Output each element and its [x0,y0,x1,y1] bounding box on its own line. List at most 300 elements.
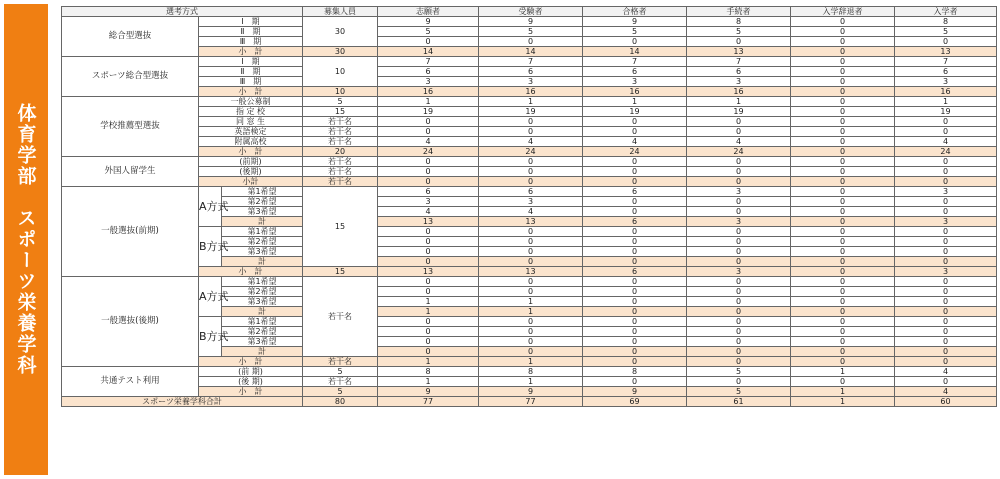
value-cell: 0 [479,167,583,177]
value-cell: 3 [687,77,791,87]
value-cell: 0 [479,257,583,267]
value-cell: 6 [479,67,583,77]
value-cell: 0 [791,267,895,277]
quota-cell: 80 [303,397,378,407]
value-cell: 24 [583,147,687,157]
value-cell: 0 [895,317,997,327]
value-cell: 16 [378,87,479,97]
subtotal-label: 小 計 [199,267,303,277]
value-cell: 0 [687,307,791,317]
category-label: スポーツ総合型選抜 [62,57,199,97]
value-cell: 3 [687,187,791,197]
value-cell: 24 [687,147,791,157]
subtotal-row [62,147,997,157]
department-banner [4,4,48,475]
value-cell: 19 [378,107,479,117]
subcategory-label: 同 窓 生 [199,117,303,127]
value-cell: 1 [378,297,479,307]
value-cell: 0 [791,107,895,117]
value-cell: 0 [895,127,997,137]
quota-cell: 30 [303,17,378,47]
value-cell: 0 [583,167,687,177]
subtotal-label: 小計 [199,177,303,187]
choice-label: 第1希望 [222,317,303,327]
category-label: 一般選抜(前期) [62,187,199,277]
value-cell: 0 [583,327,687,337]
value-cell: 16 [687,87,791,97]
table-row [62,37,997,47]
value-cell: 3 [895,187,997,197]
value-cell: 24 [479,147,583,157]
value-cell: 4 [895,387,997,397]
subtotal-row [62,387,997,397]
value-cell: 61 [687,397,791,407]
value-cell: 16 [583,87,687,97]
quota-cell: 5 [303,387,378,397]
value-cell: 0 [895,257,997,267]
value-cell: 0 [687,337,791,347]
value-cell: 0 [895,357,997,367]
header-examinees: 受験者 [479,7,583,17]
value-cell: 0 [479,127,583,137]
value-cell: 0 [378,227,479,237]
header-method: 選考方式 [62,7,303,17]
value-cell: 3 [378,197,479,207]
value-cell: 0 [687,167,791,177]
value-cell: 0 [895,197,997,207]
value-cell: 0 [378,317,479,327]
table-header-row [62,7,997,17]
value-cell: 0 [583,287,687,297]
subtotal-row [62,357,997,367]
b-method-label: B方式 [199,317,222,357]
value-cell: 0 [583,277,687,287]
value-cell: 0 [895,377,997,387]
value-cell: 24 [895,147,997,157]
table-row [62,167,997,177]
value-cell: 0 [378,247,479,257]
table-row [62,367,997,377]
value-cell: 5 [687,367,791,377]
value-cell: 5 [687,387,791,397]
table-row [62,17,997,27]
value-cell: 6 [479,187,583,197]
value-cell: 14 [479,47,583,57]
value-cell: 0 [791,147,895,157]
value-cell: 0 [378,157,479,167]
value-cell: 9 [378,17,479,27]
value-cell: 3 [895,77,997,87]
value-cell: 6 [583,217,687,227]
value-cell: 0 [479,287,583,297]
value-cell: 0 [895,227,997,237]
value-cell: 0 [687,357,791,367]
choice-label: 第3希望 [222,337,303,347]
value-cell: 1 [791,367,895,377]
value-cell: 0 [479,177,583,187]
value-cell: 0 [791,287,895,297]
header-passed: 合格者 [583,7,687,17]
value-cell: 0 [895,347,997,357]
value-cell: 0 [791,317,895,327]
value-cell: 0 [378,327,479,337]
value-cell: 0 [479,327,583,337]
b-method-label: B方式 [199,227,222,267]
header-quota: 募集人員 [303,7,378,17]
value-cell: 0 [479,347,583,357]
subtotal-label: 小 計 [199,387,303,397]
value-cell: 19 [583,107,687,117]
subcategory-label: Ⅲ 期 [199,77,303,87]
value-cell: 0 [791,37,895,47]
value-cell: 8 [895,17,997,27]
value-cell: 0 [895,37,997,47]
value-cell: 1 [378,357,479,367]
value-cell: 0 [479,117,583,127]
header-applicants: 志願者 [378,7,479,17]
table-row [62,27,997,37]
value-cell: 0 [791,227,895,237]
value-cell: 1 [378,307,479,317]
value-cell: 0 [479,227,583,237]
subcategory-label: Ⅲ 期 [199,37,303,47]
value-cell: 0 [687,37,791,47]
value-cell: 0 [791,337,895,347]
value-cell: 0 [378,177,479,187]
value-cell: 0 [583,337,687,347]
value-cell: 0 [895,247,997,257]
grand-total-row [62,397,997,407]
value-cell: 0 [583,237,687,247]
value-cell: 13 [895,47,997,57]
value-cell: 3 [895,267,997,277]
quota-cell: 5 [303,97,378,107]
value-cell: 0 [687,297,791,307]
value-cell: 0 [791,77,895,87]
value-cell: 0 [895,287,997,297]
admission-table-container [61,6,996,407]
subcategory-label: Ⅰ 期 [199,17,303,27]
table-row [62,157,997,167]
value-cell: 1 [895,97,997,107]
value-cell: 0 [687,177,791,187]
value-cell: 0 [583,317,687,327]
method-total-label: 計 [222,257,303,267]
table-row [62,97,997,107]
value-cell: 9 [583,387,687,397]
choice-label: 第3希望 [222,297,303,307]
value-cell: 16 [479,87,583,97]
value-cell: 0 [791,347,895,357]
value-cell: 4 [895,137,997,147]
choice-label: 第3希望 [222,207,303,217]
subcategory-label: 指 定 校 [199,107,303,117]
value-cell: 0 [791,67,895,77]
table-row [62,127,997,137]
value-cell: 0 [895,207,997,217]
value-cell: 13 [378,267,479,277]
value-cell: 0 [479,317,583,327]
table-row [62,77,997,87]
value-cell: 0 [479,337,583,347]
value-cell: 0 [895,297,997,307]
choice-label: 第2希望 [222,327,303,337]
value-cell: 9 [479,17,583,27]
value-cell: 0 [583,347,687,357]
table-row [62,107,997,117]
value-cell: 6 [378,67,479,77]
subtotal-label: 小 計 [199,47,303,57]
value-cell: 0 [378,127,479,137]
value-cell: 3 [479,197,583,207]
quota-cell: 30 [303,47,378,57]
value-cell: 1 [791,387,895,397]
value-cell: 8 [378,367,479,377]
value-cell: 24 [378,147,479,157]
value-cell: 13 [479,217,583,227]
value-cell: 4 [378,137,479,147]
subtotal-label: 小 計 [199,147,303,157]
value-cell: 1 [479,297,583,307]
subcategory-label: (後 期) [199,377,303,387]
value-cell: 0 [895,337,997,347]
subcategory-label: (前 期) [199,367,303,377]
value-cell: 0 [378,337,479,347]
value-cell: 0 [791,207,895,217]
value-cell: 0 [583,307,687,317]
table-row [62,67,997,77]
value-cell: 0 [791,47,895,57]
value-cell: 0 [687,257,791,267]
value-cell: 5 [895,27,997,37]
value-cell: 0 [687,117,791,127]
value-cell: 5 [479,27,583,37]
value-cell: 0 [583,227,687,237]
subcategory-label: (後期) [199,167,303,177]
value-cell: 0 [583,247,687,257]
quota-cell: 15 [303,107,378,117]
header-enrolled: 入学者 [895,7,997,17]
value-cell: 0 [791,57,895,67]
value-cell: 0 [583,257,687,267]
value-cell: 0 [791,197,895,207]
value-cell: 0 [895,117,997,127]
value-cell: 1 [479,357,583,367]
value-cell: 4 [687,137,791,147]
value-cell: 0 [687,317,791,327]
value-cell: 0 [479,237,583,247]
table-row [62,227,997,237]
value-cell: 7 [479,57,583,67]
value-cell: 1 [479,307,583,317]
value-cell: 4 [479,137,583,147]
value-cell: 0 [791,217,895,227]
value-cell: 0 [583,297,687,307]
subtotal-row [62,177,997,187]
value-cell: 5 [378,27,479,37]
quota-cell: 若干名 [303,357,378,367]
table-row [62,317,997,327]
value-cell: 0 [791,187,895,197]
table-row [62,137,997,147]
header-declined: 入学辞退者 [791,7,895,17]
value-cell: 0 [895,237,997,247]
subtotal-row [62,267,997,277]
method-total-label: 計 [222,217,303,227]
value-cell: 0 [791,277,895,287]
category-label: 外国人留学生 [62,157,199,187]
value-cell: 9 [479,387,583,397]
quota-cell: 15 [303,187,378,267]
value-cell: 69 [583,397,687,407]
value-cell: 8 [479,367,583,377]
quota-cell: 10 [303,87,378,97]
method-total-label: 計 [222,307,303,317]
subcategory-label: 英語検定 [199,127,303,137]
a-method-label: A方式 [199,277,222,317]
value-cell: 0 [791,257,895,267]
value-cell: 19 [687,107,791,117]
table-row [62,377,997,387]
value-cell: 0 [378,347,479,357]
choice-label: 第1希望 [222,227,303,237]
value-cell: 1 [479,377,583,387]
table-row [62,57,997,67]
table-row [62,277,997,287]
quota-cell: 若干名 [303,167,378,177]
value-cell: 6 [378,187,479,197]
value-cell: 13 [687,47,791,57]
value-cell: 0 [791,297,895,307]
value-cell: 0 [895,277,997,287]
value-cell: 0 [791,247,895,257]
subcategory-label: 附属高校 [199,137,303,147]
quota-cell: 若干名 [303,277,378,357]
value-cell: 14 [583,47,687,57]
subtotal-row [62,87,997,97]
value-cell: 0 [687,157,791,167]
value-cell: 0 [378,167,479,177]
quota-cell: 若干名 [303,377,378,387]
subtotal-row [62,47,997,57]
value-cell: 4 [378,207,479,217]
value-cell: 0 [479,277,583,287]
subtotal-label: 小 計 [199,357,303,367]
a-method-label: A方式 [199,187,222,227]
quota-cell: 10 [303,57,378,87]
value-cell: 0 [378,237,479,247]
value-cell: 0 [583,177,687,187]
value-cell: 0 [479,157,583,167]
value-cell: 7 [895,57,997,67]
value-cell: 6 [687,67,791,77]
value-cell: 0 [583,117,687,127]
table-row [62,187,997,197]
value-cell: 1 [791,397,895,407]
value-cell: 8 [687,17,791,27]
quota-cell: 15 [303,267,378,277]
value-cell: 0 [895,177,997,187]
quota-cell: 5 [303,367,378,377]
value-cell: 13 [479,267,583,277]
value-cell: 0 [687,237,791,247]
subtotal-label: 小 計 [199,87,303,97]
choice-label: 第1希望 [222,277,303,287]
value-cell: 0 [791,97,895,107]
value-cell: 1 [583,97,687,107]
value-cell: 3 [687,217,791,227]
value-cell: 0 [687,127,791,137]
value-cell: 0 [791,377,895,387]
value-cell: 0 [687,277,791,287]
value-cell: 0 [687,347,791,357]
value-cell: 0 [687,287,791,297]
value-cell: 0 [583,197,687,207]
value-cell: 5 [687,27,791,37]
value-cell: 19 [479,107,583,117]
value-cell: 0 [583,357,687,367]
value-cell: 6 [583,267,687,277]
value-cell: 60 [895,397,997,407]
grand-total-label: スポーツ栄養学科合計 [62,397,303,407]
admission-results-table [61,6,997,407]
value-cell: 0 [583,207,687,217]
value-cell: 3 [479,77,583,87]
choice-label: 第1希望 [222,187,303,197]
value-cell: 0 [687,327,791,337]
value-cell: 0 [791,167,895,177]
value-cell: 4 [583,137,687,147]
value-cell: 3 [378,77,479,87]
category-label: 学校推薦型選抜 [62,97,199,157]
value-cell: 0 [378,257,479,267]
value-cell: 8 [583,367,687,377]
choice-label: 第2希望 [222,287,303,297]
value-cell: 16 [895,87,997,97]
value-cell: 7 [687,57,791,67]
value-cell: 0 [687,247,791,257]
value-cell: 77 [378,397,479,407]
value-cell: 1 [687,97,791,107]
value-cell: 0 [378,37,479,47]
header-enrollment-procedures: 手続者 [687,7,791,17]
quota-cell: 20 [303,147,378,157]
value-cell: 9 [583,17,687,27]
value-cell: 0 [791,327,895,337]
quota-cell: 若干名 [303,127,378,137]
value-cell: 0 [583,377,687,387]
subcategory-label: Ⅰ 期 [199,57,303,67]
value-cell: 4 [479,207,583,217]
choice-label: 第2希望 [222,237,303,247]
category-label: 総合型選抜 [62,17,199,57]
value-cell: 0 [791,357,895,367]
value-cell: 77 [479,397,583,407]
value-cell: 0 [791,137,895,147]
subcategory-label: Ⅱ 期 [199,27,303,37]
value-cell: 0 [791,307,895,317]
value-cell: 0 [583,37,687,47]
value-cell: 1 [378,377,479,387]
category-label: 一般選抜(後期) [62,277,199,367]
value-cell: 0 [378,117,479,127]
category-label: 共通テスト利用 [62,367,199,397]
subcategory-label: (前期) [199,157,303,167]
quota-cell: 若干名 [303,177,378,187]
table-row [62,117,997,127]
value-cell: 6 [895,67,997,77]
value-cell: 0 [791,27,895,37]
